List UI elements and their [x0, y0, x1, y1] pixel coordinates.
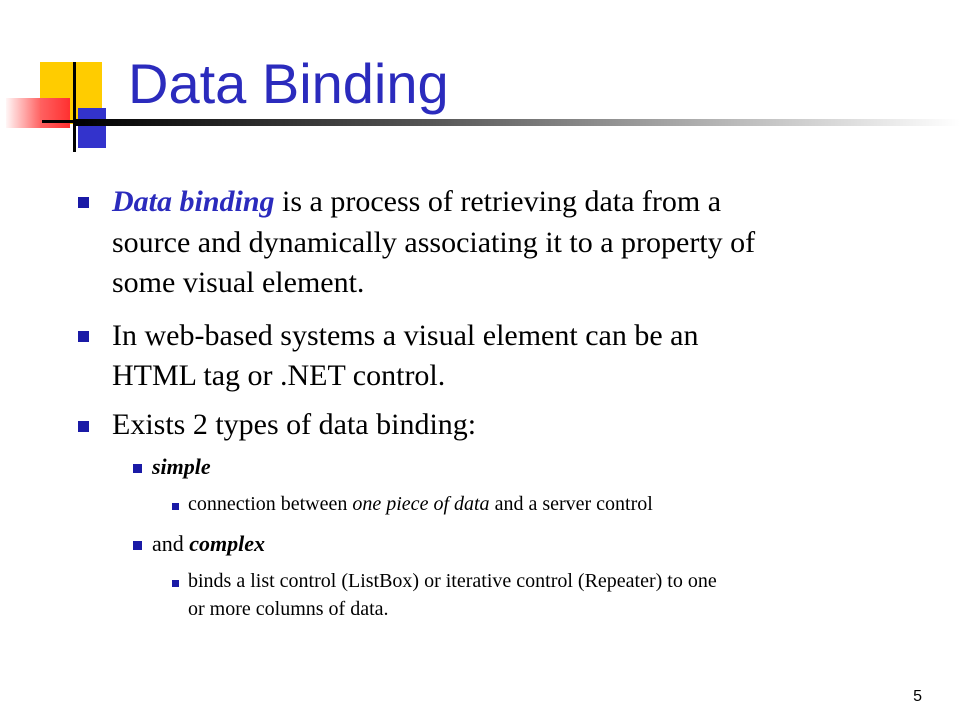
bullet-marker	[78, 197, 89, 208]
label-complex: complex	[189, 531, 266, 556]
bullet-marker	[133, 541, 142, 550]
term-data-binding: Data binding	[112, 185, 275, 218]
bullet-marker	[172, 503, 179, 510]
bullet-marker	[172, 580, 179, 587]
slide-title: Data Binding	[128, 52, 449, 115]
logo-red-bar	[6, 98, 70, 128]
bullet-line	[188, 491, 653, 517]
bullet-line	[152, 530, 265, 558]
logo-vertical-line	[73, 62, 76, 152]
bullet-line: binds a list control (ListBox) or iterative control (Repeater) to one	[188, 570, 717, 592]
label-and: and	[152, 531, 190, 556]
logo-blue-square	[78, 108, 106, 148]
bullet-line: or more columns of data.	[188, 598, 389, 620]
bullet-line: some visual element.	[112, 266, 365, 299]
detail-emphasis: one piece of data	[352, 493, 490, 515]
bullet-marker	[133, 464, 142, 473]
bullet-marker	[78, 331, 89, 342]
title-underline-bar	[74, 119, 960, 126]
label-simple: simple	[152, 454, 211, 479]
bullet-line: source and dynamically associating it to a property of	[112, 226, 756, 259]
detail-text: and a server control	[489, 493, 653, 515]
bullet-marker	[78, 421, 89, 432]
bullet-text: is a process of retrieving data from a	[274, 185, 722, 218]
bullet-line: Exists 2 types of data binding:	[112, 408, 477, 441]
decorative-logo	[0, 0, 130, 160]
bullet-line: In web-based systems a visual element can be an	[112, 319, 699, 352]
bullet-line: HTML tag or .NET control.	[112, 359, 446, 392]
detail-text: connection between	[188, 493, 353, 515]
bullet-line	[112, 183, 721, 221]
page-number: 5	[913, 688, 922, 705]
